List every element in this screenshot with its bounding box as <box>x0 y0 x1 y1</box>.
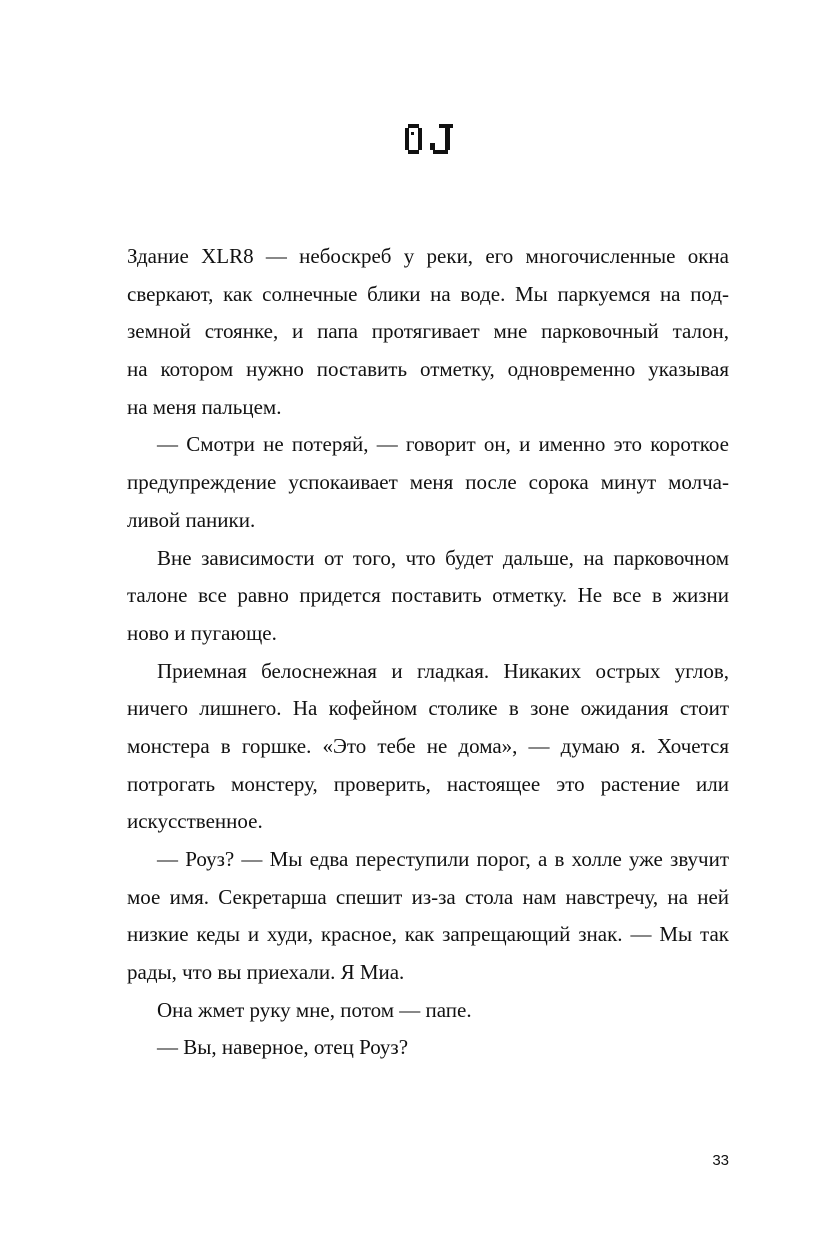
text-line: ничего лишнего. На кофейном столике в зоне ожидания стоит <box>127 696 729 721</box>
text-line: Она жмет руку мне, потом — папе. <box>157 997 472 1022</box>
text-line: — Смотри не потеряй, — говорит он, и именно это короткое <box>157 432 729 457</box>
text-line: талоне все равно придется поставить отметку. Не все в жизни <box>127 583 729 608</box>
text-line: на меня пальцем. <box>127 394 282 419</box>
text-line: рады, что вы приехали. Я Миа. <box>127 960 405 985</box>
text-line: — Роуз? — Мы едва переступили порог, а в холле уже звучит <box>157 847 729 871</box>
text-line: ливой паники. <box>127 507 256 532</box>
text-line: сверкают, как солнечные блики на воде. Мы паркуемся на под- <box>127 281 729 306</box>
chapter-number-glyph <box>405 124 453 154</box>
chapter-pixel-digits-icon <box>405 124 453 154</box>
text-line: потрогать монстеру, проверить, настоящее это растение или <box>127 771 729 796</box>
text-line: низкие кеды и худи, красное, как запрещающий знак. — Мы так <box>127 922 729 947</box>
text-line: ново и пугающе. <box>127 620 277 645</box>
text-line: мое имя. Секретарша спешит из-за стола нам навстречу, на ней <box>127 884 729 909</box>
body-text <box>127 238 729 1067</box>
text-line: — Вы, наверное, отец Роуз? <box>157 1035 409 1060</box>
text-line: Приемная белоснежная и гладкая. Никаких острых углов, <box>157 658 729 683</box>
text-line: искусственное. <box>127 809 263 834</box>
text-line: на котором нужно поставить отметку, одновременно указывая <box>127 357 729 382</box>
text-line: земной стоянке, и папа протягивает мне парковочный талон, <box>127 319 729 344</box>
text-line: Здание XLR8 — небоскреб у реки, его многочисленные окна <box>127 244 729 268</box>
text-line: Вне зависимости от того, что будет дальше, на парковочном <box>157 545 729 570</box>
text-line: монстера в горшке. «Это тебе не дома», — думаю я. Хочется <box>127 733 729 758</box>
text-line: предупреждение успокаивает меня после сорока минут молча- <box>127 470 729 495</box>
page-number: 33 <box>712 1152 729 1169</box>
